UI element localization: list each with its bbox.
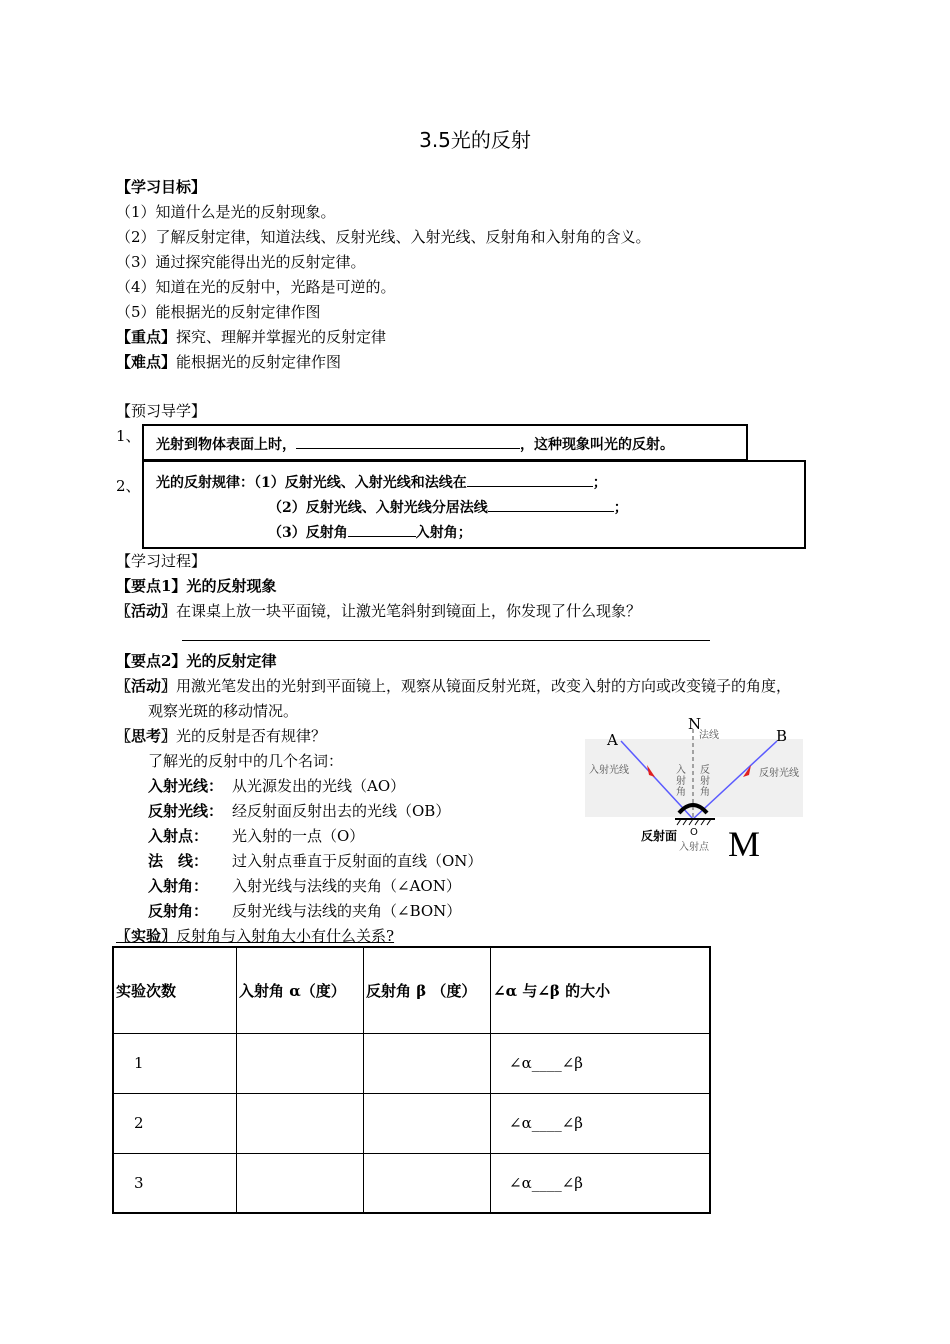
objective-item: （5）能根据光的反射定律作图: [116, 303, 321, 321]
label-point: 入射点: [679, 842, 709, 853]
point2-label: 【要点2】光的反射定律: [116, 652, 277, 670]
activity2-label: 〖活动〗: [116, 677, 177, 695]
term-desc: 从光源发出的光线（AO）: [232, 777, 406, 795]
compare-cell[interactable]: ∠α____∠β: [491, 1033, 711, 1093]
experiment-label: 〖实验〗: [116, 927, 177, 945]
objective-item: （3）通过探究能得出光的反射定律。: [116, 253, 366, 271]
header-trial: 实验次数: [113, 947, 237, 1033]
key-point: [116, 325, 386, 350]
term-name: 入射角：: [148, 877, 209, 895]
difficult-point: [116, 350, 341, 375]
label-surface: 反射面: [641, 829, 678, 843]
preview-q1-number: 1、: [116, 427, 141, 445]
term-desc: 经反射面反射出去的光线（OB）: [232, 802, 451, 820]
think-text: 光的反射是否有规律？: [176, 727, 327, 745]
term-name: 法 线：: [148, 852, 209, 870]
key-point-label: 【重点】: [116, 328, 177, 346]
activity2-line2: 观察光斑的移动情况。: [148, 702, 299, 720]
incident-angle-cell[interactable]: [237, 1033, 364, 1093]
term-name: 入射光线：: [148, 777, 224, 795]
preview-q2-line1-end: ；: [592, 475, 607, 491]
preview-q1: [156, 433, 674, 458]
incident-angle-cell[interactable]: [237, 1153, 364, 1213]
label-m: M: [728, 824, 761, 864]
term-row: [148, 799, 450, 824]
preview-q2-line3-a: （3）反射角: [268, 525, 348, 541]
think-label: 〖思考〗: [116, 727, 177, 745]
preview-q1-after: ，这种现象叫光的反射。: [520, 437, 674, 453]
term-row: [148, 774, 405, 799]
header-incident-angle: 入射角 α（度）: [237, 947, 364, 1033]
answer-line[interactable]: [182, 640, 710, 641]
preview-q1-before: 光射到物体表面上时，: [156, 437, 296, 453]
reflected-angle-cell[interactable]: [364, 1033, 491, 1093]
row-number: 2: [113, 1093, 237, 1153]
row-number: 3: [113, 1153, 237, 1213]
page-title: [0, 124, 950, 153]
label-normal: 法线: [699, 730, 719, 741]
experiment-table: [112, 946, 711, 1214]
difficult-point-label: 【难点】: [116, 353, 177, 371]
preview-q2-line1: [156, 471, 607, 496]
term-row: [148, 899, 461, 924]
key-point-text: 探究、理解并掌握光的反射定律: [176, 328, 387, 346]
preview-q2-line2-end: ；: [613, 500, 628, 516]
compare-cell[interactable]: ∠α____∠β: [491, 1153, 711, 1213]
experiment-text: 反射角与入射角大小有什么关系?: [176, 927, 395, 945]
preview-q2-line1-text: 光的反射规律：（1）反射光线、入射光线和法线在: [156, 475, 467, 491]
header-reflected-angle: 反射角 β （度）: [364, 947, 491, 1033]
preview-q1-blank[interactable]: [296, 434, 520, 449]
activity1: [116, 599, 641, 624]
term-row: [148, 824, 364, 849]
reflected-angle-cell[interactable]: [364, 1153, 491, 1213]
label-o: O: [690, 827, 698, 838]
activity2-text: 用激光笔发出的光射到平面镜上，观察从镜面反射光斑，改变入射的方向或改变镜子的角度，: [176, 677, 792, 695]
label-a: A: [607, 731, 618, 749]
incident-angle-cell[interactable]: [237, 1093, 364, 1153]
reflection-diagram: [585, 715, 815, 865]
terms-intro: 了解光的反射中的几个名词：: [148, 752, 344, 770]
term-name: 反射角：: [148, 902, 209, 920]
objective-item: （2）了解反射定律，知道法线、反射光线、入射光线、反射角和入射角的含义。: [116, 228, 651, 246]
term-name: 反射光线：: [148, 802, 224, 820]
activity2-line1: [116, 674, 791, 699]
reflected-angle-cell[interactable]: [364, 1093, 491, 1153]
objective-item: （4）知道在光的反射中，光路是可逆的。: [116, 278, 396, 296]
table-row: [113, 1093, 710, 1153]
table-row: [113, 1153, 710, 1213]
label-incident-ray: 入射光线: [589, 765, 629, 776]
row-number: 1: [113, 1033, 237, 1093]
compare-cell[interactable]: ∠α____∠β: [491, 1093, 711, 1153]
table-header-row: [113, 947, 710, 1033]
preview-q2-line2: [268, 496, 628, 521]
preview-q2-blank-2[interactable]: [488, 497, 614, 512]
term-desc: 过入射点垂直于反射面的直线（ON）: [232, 852, 483, 870]
point1-label: 【要点1】光的反射现象: [116, 577, 277, 595]
table-row: [113, 1033, 710, 1093]
preview-q2-blank-3[interactable]: [348, 522, 416, 537]
term-row: [148, 874, 461, 899]
activity1-label: 〖活动〗: [116, 602, 177, 620]
title-text: 3.5光的反射: [419, 128, 531, 152]
term-desc: 光入射的一点（O）: [232, 827, 365, 845]
term-name: 入射点：: [148, 827, 209, 845]
objective-item: （1）知道什么是光的反射现象。: [116, 203, 336, 221]
difficult-point-text: 能根据光的反射定律作图: [176, 353, 342, 371]
preview-q2-line3: [268, 521, 472, 546]
objectives-heading: 【学习目标】: [116, 178, 207, 196]
label-reflected-angle: 反射角: [700, 765, 710, 798]
term-desc: 入射光线与法线的夹角（∠AON）: [232, 877, 461, 895]
preview-q2-line3-b: 入射角；: [415, 525, 472, 541]
process-heading: 【学习过程】: [116, 552, 207, 570]
label-incident-angle: 入射角: [676, 765, 686, 798]
term-desc: 反射光线与法线的夹角（∠BON）: [232, 902, 462, 920]
activity1-text: 在课桌上放一块平面镜，让激光笔斜射到镜面上，你发现了什么现象？: [176, 602, 642, 620]
label-reflected-ray: 反射光线: [759, 768, 799, 779]
header-compare: ∠α 与∠β 的大小: [491, 947, 711, 1033]
preview-q2-line2-text: （2）反射光线、入射光线分居法线: [268, 500, 488, 516]
term-row: [148, 849, 482, 874]
preview-heading: 【预习导学】: [116, 402, 207, 420]
label-n: N: [688, 715, 702, 733]
label-b: B: [776, 727, 788, 745]
preview-q2-blank-1[interactable]: [467, 472, 593, 487]
think: [116, 724, 326, 749]
preview-q2-number: 2、: [116, 477, 141, 495]
